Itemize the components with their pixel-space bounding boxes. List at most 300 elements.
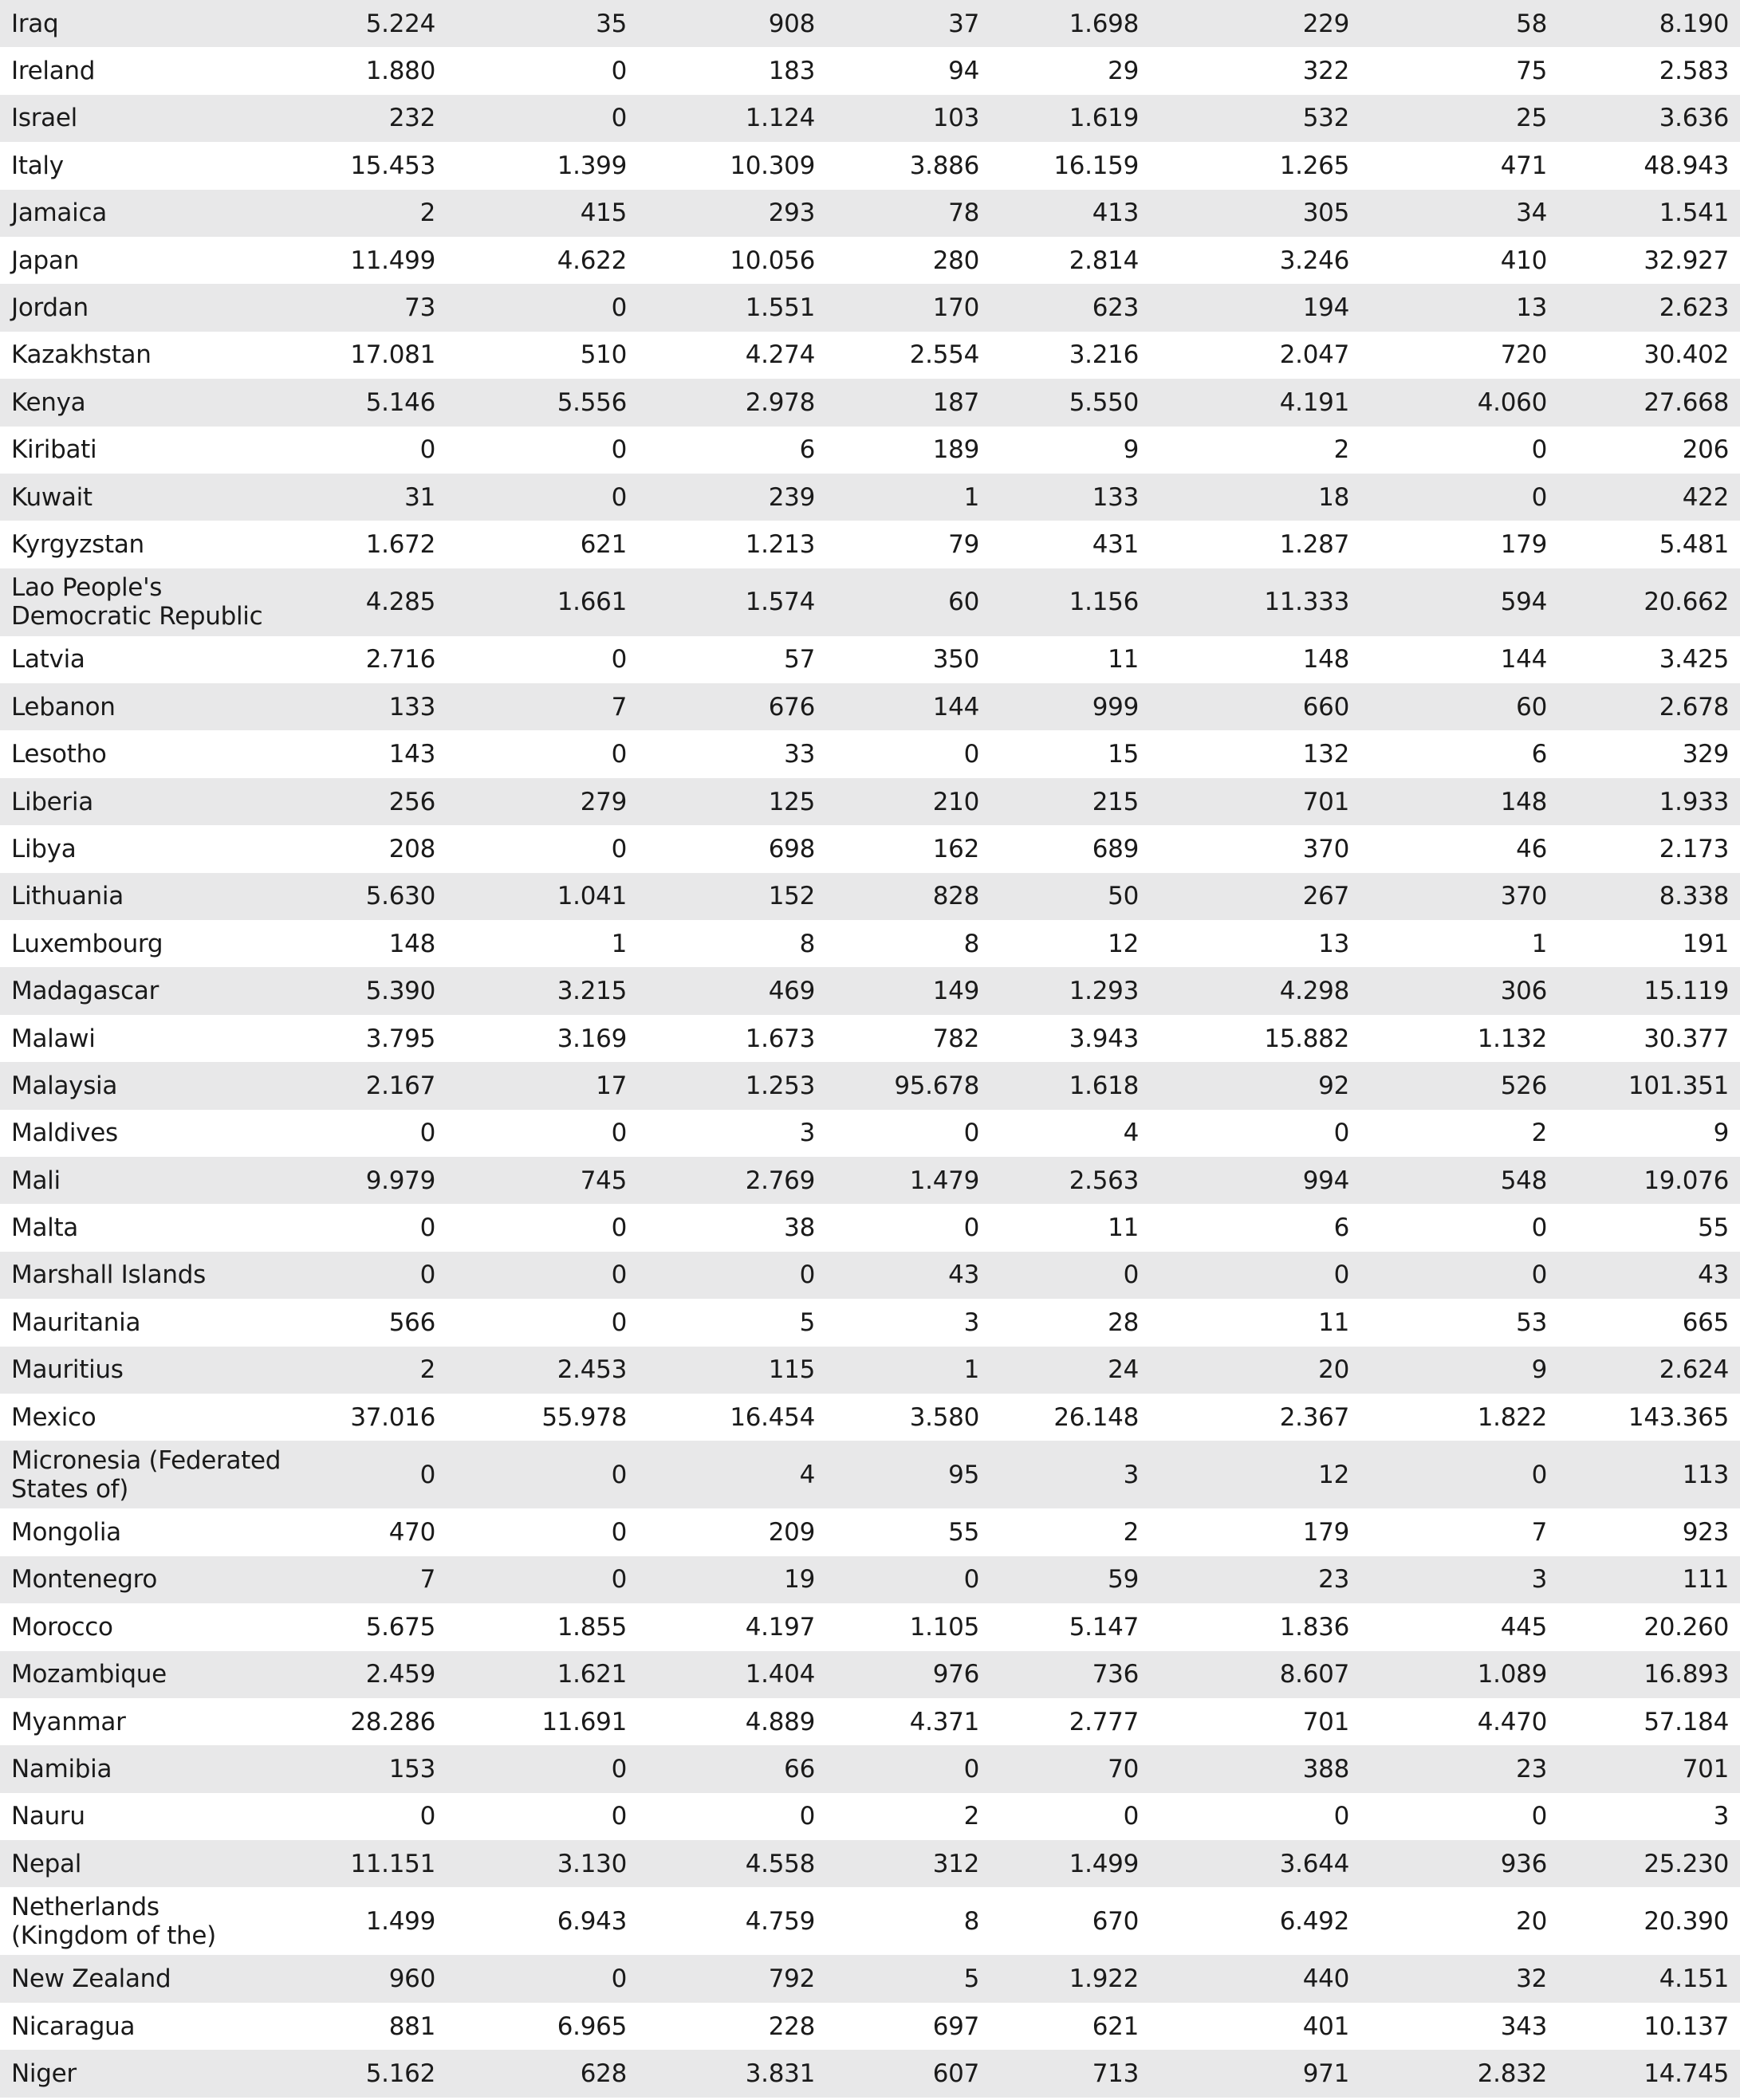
value-cell: 38 (638, 1204, 826, 1251)
value-cell: 2 (287, 1347, 447, 1394)
value-cell: 78 (826, 190, 990, 237)
value-cell: 6 (1360, 730, 1558, 777)
value-cell: 0 (638, 1793, 826, 1840)
country-cell: Netherlands (Kingdom of the) (0, 1887, 287, 1955)
value-cell: 410 (1360, 237, 1558, 284)
value-cell: 55 (826, 1508, 990, 1555)
value-cell: 0 (447, 1745, 638, 1792)
value-cell: 1.618 (990, 1062, 1150, 1109)
country-cell: Latvia (0, 636, 287, 683)
value-cell: 15.453 (287, 142, 447, 189)
value-cell: 881 (287, 2003, 447, 2050)
value-cell: 5.556 (447, 379, 638, 426)
value-cell: 469 (638, 967, 826, 1014)
value-cell: 2.583 (1558, 47, 1740, 94)
value-cell: 2.453 (447, 1347, 638, 1394)
value-cell: 5.630 (287, 873, 447, 920)
value-cell: 960 (287, 1955, 447, 2002)
table-row (0, 1157, 1740, 1204)
value-cell: 3.425 (1558, 636, 1740, 683)
country-cell: Madagascar (0, 967, 287, 1014)
value-cell: 111 (1558, 1556, 1740, 1603)
value-cell: 187 (826, 379, 990, 426)
value-cell: 1.551 (638, 284, 826, 331)
country-cell: Mozambique (0, 1651, 287, 1698)
value-cell: 2 (990, 1508, 1150, 1555)
value-cell: 5.481 (1558, 521, 1740, 568)
value-cell: 0 (447, 825, 638, 872)
value-cell: 1.661 (447, 568, 638, 636)
value-cell: 526 (1360, 1062, 1558, 1109)
value-cell: 623 (990, 284, 1150, 331)
value-cell: 11 (990, 636, 1150, 683)
value-cell: 1 (826, 474, 990, 521)
table-row (0, 1887, 1740, 1955)
value-cell: 0 (826, 1204, 990, 1251)
value-cell: 594 (1360, 568, 1558, 636)
value-cell: 1.124 (638, 95, 826, 142)
value-cell: 133 (990, 474, 1150, 521)
country-cell: Kuwait (0, 474, 287, 521)
value-cell: 8 (826, 1887, 990, 1955)
value-cell: 267 (1150, 873, 1360, 920)
value-cell: 976 (826, 1651, 990, 1698)
value-cell: 103 (826, 95, 990, 142)
value-cell: 239 (638, 474, 826, 521)
value-cell: 1.089 (1360, 1651, 1558, 1698)
table-row (0, 967, 1740, 1014)
value-cell: 971 (1150, 2050, 1360, 2097)
value-cell: 113 (1558, 1441, 1740, 1508)
value-cell: 0 (447, 1441, 638, 1508)
value-cell: 401 (1150, 2003, 1360, 2050)
value-cell: 179 (1150, 1508, 1360, 1555)
value-cell: 32.927 (1558, 237, 1740, 284)
value-cell: 2.047 (1150, 332, 1360, 379)
value-cell: 75 (1360, 47, 1558, 94)
value-cell: 1.574 (638, 568, 826, 636)
value-cell: 792 (638, 1955, 826, 2002)
value-cell: 1.132 (1360, 1015, 1558, 1062)
value-cell: 329 (1558, 730, 1740, 777)
table-row (0, 1062, 1740, 1109)
value-cell: 413 (990, 190, 1150, 237)
value-cell: 0 (1360, 1441, 1558, 1508)
value-cell: 1.399 (447, 142, 638, 189)
value-cell: 1.672 (287, 521, 447, 568)
value-cell: 4.298 (1150, 967, 1360, 1014)
value-cell: 0 (638, 1252, 826, 1299)
table-row (0, 2003, 1740, 2050)
value-cell: 6.943 (447, 1887, 638, 1955)
value-cell: 3 (990, 1441, 1150, 1508)
country-cell: Morocco (0, 1603, 287, 1650)
value-cell: 4.191 (1150, 379, 1360, 426)
table-row (0, 920, 1740, 967)
value-cell: 3.636 (1558, 95, 1740, 142)
value-cell: 13 (1150, 920, 1360, 967)
value-cell: 745 (447, 1157, 638, 1204)
value-cell: 23 (1360, 1745, 1558, 1792)
value-cell: 689 (990, 825, 1150, 872)
value-cell: 27.668 (1558, 379, 1740, 426)
value-cell: 9 (990, 427, 1150, 474)
value-cell: 415 (447, 190, 638, 237)
value-cell: 2.173 (1558, 825, 1740, 872)
value-cell: 2.554 (826, 332, 990, 379)
value-cell: 9 (1360, 1347, 1558, 1394)
value-cell: 5.224 (287, 0, 447, 47)
table-row (0, 521, 1740, 568)
value-cell: 33 (638, 730, 826, 777)
value-cell: 2.459 (287, 1651, 447, 1698)
value-cell: 20.390 (1558, 1887, 1740, 1955)
value-cell: 208 (287, 825, 447, 872)
value-cell: 2 (287, 190, 447, 237)
value-cell: 1.673 (638, 1015, 826, 1062)
value-cell: 0 (447, 730, 638, 777)
value-cell: 0 (447, 1556, 638, 1603)
value-cell: 0 (1360, 474, 1558, 521)
country-cell: Mauritius (0, 1347, 287, 1394)
value-cell: 0 (447, 1508, 638, 1555)
country-cell: Israel (0, 95, 287, 142)
value-cell: 701 (1150, 778, 1360, 825)
table-row (0, 474, 1740, 521)
value-cell: 370 (1150, 825, 1360, 872)
value-cell: 1.499 (990, 1840, 1150, 1887)
value-cell: 908 (638, 0, 826, 47)
value-cell: 1.855 (447, 1603, 638, 1650)
value-cell: 2.978 (638, 379, 826, 426)
value-cell: 0 (826, 1110, 990, 1157)
value-cell: 999 (990, 683, 1150, 730)
table-row (0, 190, 1740, 237)
value-cell: 388 (1150, 1745, 1360, 1792)
value-cell: 1.933 (1558, 778, 1740, 825)
value-cell: 0 (287, 1204, 447, 1251)
value-cell: 312 (826, 1840, 990, 1887)
value-cell: 3.130 (447, 1840, 638, 1887)
value-cell: 660 (1150, 683, 1360, 730)
table-row (0, 332, 1740, 379)
value-cell: 0 (447, 1204, 638, 1251)
country-cell: Malawi (0, 1015, 287, 1062)
value-cell: 471 (1360, 142, 1558, 189)
value-cell: 9.979 (287, 1157, 447, 1204)
value-cell: 183 (638, 47, 826, 94)
value-cell: 676 (638, 683, 826, 730)
value-cell: 0 (1360, 1252, 1558, 1299)
value-cell: 566 (287, 1299, 447, 1346)
value-cell: 0 (287, 1441, 447, 1508)
table-row (0, 1299, 1740, 1346)
value-cell: 607 (826, 2050, 990, 2097)
value-cell: 2.167 (287, 1062, 447, 1109)
value-cell: 232 (287, 95, 447, 142)
value-cell: 5 (826, 1955, 990, 2002)
table-row (0, 1793, 1740, 1840)
table-row (0, 1745, 1740, 1792)
value-cell: 8.190 (1558, 0, 1740, 47)
value-cell: 350 (826, 636, 990, 683)
value-cell: 0 (990, 1252, 1150, 1299)
table-row (0, 95, 1740, 142)
value-cell: 6.965 (447, 2003, 638, 2050)
table-row (0, 1556, 1740, 1603)
value-cell: 3 (1558, 1793, 1740, 1840)
value-cell: 0 (447, 474, 638, 521)
country-cell: Mongolia (0, 1508, 287, 1555)
value-cell: 115 (638, 1347, 826, 1394)
value-cell: 7 (287, 1556, 447, 1603)
value-cell: 3.795 (287, 1015, 447, 1062)
value-cell: 6 (1150, 1204, 1360, 1251)
value-cell: 215 (990, 778, 1150, 825)
value-cell: 132 (1150, 730, 1360, 777)
country-cell: Jordan (0, 284, 287, 331)
value-cell: 5.146 (287, 379, 447, 426)
country-cell: Iraq (0, 0, 287, 47)
value-cell: 57 (638, 636, 826, 683)
value-cell: 828 (826, 873, 990, 920)
value-cell: 144 (1360, 636, 1558, 683)
table-row (0, 0, 1740, 47)
table-row (0, 1603, 1740, 1650)
value-cell: 4.151 (1558, 1955, 1740, 2002)
table-row (0, 1508, 1740, 1555)
country-cell: Micronesia (Federated States of) (0, 1441, 287, 1508)
value-cell: 782 (826, 1015, 990, 1062)
value-cell: 152 (638, 873, 826, 920)
country-cell: New Zealand (0, 1955, 287, 2002)
value-cell: 1.105 (826, 1603, 990, 1650)
table-row (0, 47, 1740, 94)
value-cell: 19 (638, 1556, 826, 1603)
value-cell: 0 (990, 1793, 1150, 1840)
value-cell: 994 (1150, 1157, 1360, 1204)
value-cell: 4.889 (638, 1698, 826, 1745)
table-row (0, 284, 1740, 331)
value-cell: 440 (1150, 1955, 1360, 2002)
value-cell: 3.943 (990, 1015, 1150, 1062)
value-cell: 229 (1150, 0, 1360, 47)
table-row (0, 1394, 1740, 1441)
value-cell: 0 (1150, 1110, 1360, 1157)
value-cell: 8.338 (1558, 873, 1740, 920)
value-cell: 0 (1150, 1252, 1360, 1299)
value-cell: 2.777 (990, 1698, 1150, 1745)
value-cell: 3.246 (1150, 237, 1360, 284)
country-cell: Lithuania (0, 873, 287, 920)
value-cell: 1 (1360, 920, 1558, 967)
table-row (0, 237, 1740, 284)
value-cell: 4.371 (826, 1698, 990, 1745)
value-cell: 15 (990, 730, 1150, 777)
value-cell: 8 (638, 920, 826, 967)
value-cell: 4.274 (638, 332, 826, 379)
value-cell: 0 (447, 1252, 638, 1299)
value-cell: 510 (447, 332, 638, 379)
country-cell: Marshall Islands (0, 1252, 287, 1299)
value-cell: 698 (638, 825, 826, 872)
value-cell: 1.479 (826, 1157, 990, 1204)
value-cell: 17 (447, 1062, 638, 1109)
country-cell: Kazakhstan (0, 332, 287, 379)
value-cell: 11 (1150, 1299, 1360, 1346)
value-cell: 3 (826, 1299, 990, 1346)
value-cell: 3.169 (447, 1015, 638, 1062)
value-cell: 10.137 (1558, 2003, 1740, 2050)
value-cell: 0 (447, 1110, 638, 1157)
value-cell: 5.147 (990, 1603, 1150, 1650)
value-cell: 7 (447, 683, 638, 730)
value-cell: 194 (1150, 284, 1360, 331)
country-cell: Ireland (0, 47, 287, 94)
value-cell: 4 (638, 1441, 826, 1508)
value-cell: 2.563 (990, 1157, 1150, 1204)
value-cell: 431 (990, 521, 1150, 568)
table-row (0, 778, 1740, 825)
table-row (0, 568, 1740, 636)
value-cell: 2.716 (287, 636, 447, 683)
value-cell: 0 (1360, 1793, 1558, 1840)
value-cell: 3 (638, 1110, 826, 1157)
value-cell: 148 (1360, 778, 1558, 825)
value-cell: 20 (1360, 1887, 1558, 1955)
value-cell: 2.769 (638, 1157, 826, 1204)
value-cell: 25 (1360, 95, 1558, 142)
country-cell: Japan (0, 237, 287, 284)
value-cell: 4.622 (447, 237, 638, 284)
value-cell: 0 (826, 1556, 990, 1603)
value-cell: 2.814 (990, 237, 1150, 284)
value-cell: 2.367 (1150, 1394, 1360, 1441)
value-cell: 35 (447, 0, 638, 47)
value-cell: 16.454 (638, 1394, 826, 1441)
value-cell: 1.156 (990, 568, 1150, 636)
value-cell: 3.216 (990, 332, 1150, 379)
value-cell: 0 (447, 427, 638, 474)
value-cell: 143 (287, 730, 447, 777)
value-cell: 148 (287, 920, 447, 967)
value-cell: 4.558 (638, 1840, 826, 1887)
value-cell: 37.016 (287, 1394, 447, 1441)
country-cell: Kyrgyzstan (0, 521, 287, 568)
value-cell: 621 (990, 2003, 1150, 2050)
value-cell: 3.580 (826, 1394, 990, 1441)
country-cell: Niger (0, 2050, 287, 2097)
value-cell: 0 (1150, 1793, 1360, 1840)
value-cell: 422 (1558, 474, 1740, 521)
value-cell: 8 (826, 920, 990, 967)
value-cell: 1.253 (638, 1062, 826, 1109)
value-cell: 70 (990, 1745, 1150, 1792)
value-cell: 0 (826, 1745, 990, 1792)
value-cell: 60 (826, 568, 990, 636)
value-cell: 15.882 (1150, 1015, 1360, 1062)
value-cell: 1.293 (990, 967, 1150, 1014)
table-row (0, 1698, 1740, 1745)
value-cell: 532 (1150, 95, 1360, 142)
value-cell: 621 (447, 521, 638, 568)
value-cell: 1.880 (287, 47, 447, 94)
value-cell: 11.499 (287, 237, 447, 284)
value-cell: 162 (826, 825, 990, 872)
value-cell: 18 (1150, 474, 1360, 521)
value-cell: 5.675 (287, 1603, 447, 1650)
table-row (0, 1252, 1740, 1299)
value-cell: 322 (1150, 47, 1360, 94)
value-cell: 370 (1360, 873, 1558, 920)
table-row (0, 873, 1740, 920)
value-cell: 11.151 (287, 1840, 447, 1887)
value-cell: 293 (638, 190, 826, 237)
value-cell: 11 (990, 1204, 1150, 1251)
value-cell: 73 (287, 284, 447, 331)
value-cell: 133 (287, 683, 447, 730)
value-cell: 60 (1360, 683, 1558, 730)
country-cell: Jamaica (0, 190, 287, 237)
value-cell: 0 (447, 636, 638, 683)
value-cell: 713 (990, 2050, 1150, 2097)
value-cell: 1 (447, 920, 638, 967)
value-cell: 53 (1360, 1299, 1558, 1346)
value-cell: 28.286 (287, 1698, 447, 1745)
table-row (0, 730, 1740, 777)
value-cell: 1.287 (1150, 521, 1360, 568)
value-cell: 628 (447, 2050, 638, 2097)
value-cell: 670 (990, 1887, 1150, 1955)
value-cell: 59 (990, 1556, 1150, 1603)
value-cell: 149 (826, 967, 990, 1014)
value-cell: 1 (826, 1347, 990, 1394)
value-cell: 14.745 (1558, 2050, 1740, 2097)
value-cell: 936 (1360, 1840, 1558, 1887)
value-cell: 1.621 (447, 1651, 638, 1698)
value-cell: 736 (990, 1651, 1150, 1698)
value-cell: 26.148 (990, 1394, 1150, 1441)
value-cell: 50 (990, 873, 1150, 920)
value-cell: 1.541 (1558, 190, 1740, 237)
value-cell: 4.470 (1360, 1698, 1558, 1745)
value-cell: 701 (1558, 1745, 1740, 1792)
value-cell: 305 (1150, 190, 1360, 237)
value-cell: 4.759 (638, 1887, 826, 1955)
value-cell: 1.836 (1150, 1603, 1360, 1650)
value-cell: 923 (1558, 1508, 1740, 1555)
table-row (0, 2050, 1740, 2097)
value-cell: 2 (1150, 427, 1360, 474)
value-cell: 2 (1360, 1110, 1558, 1157)
value-cell: 23 (1150, 1556, 1360, 1603)
table-row (0, 825, 1740, 872)
value-cell: 0 (826, 730, 990, 777)
country-cell: Kiribati (0, 427, 287, 474)
value-cell: 92 (1150, 1062, 1360, 1109)
value-cell: 3 (1360, 1556, 1558, 1603)
value-cell: 143.365 (1558, 1394, 1740, 1441)
table-row (0, 1204, 1740, 1251)
value-cell: 25.230 (1558, 1840, 1740, 1887)
value-cell: 2.624 (1558, 1347, 1740, 1394)
country-cell: Nepal (0, 1840, 287, 1887)
value-cell: 16.159 (990, 142, 1150, 189)
value-cell: 548 (1360, 1157, 1558, 1204)
value-cell: 34 (1360, 190, 1558, 237)
value-cell: 720 (1360, 332, 1558, 379)
value-cell: 148 (1150, 636, 1360, 683)
